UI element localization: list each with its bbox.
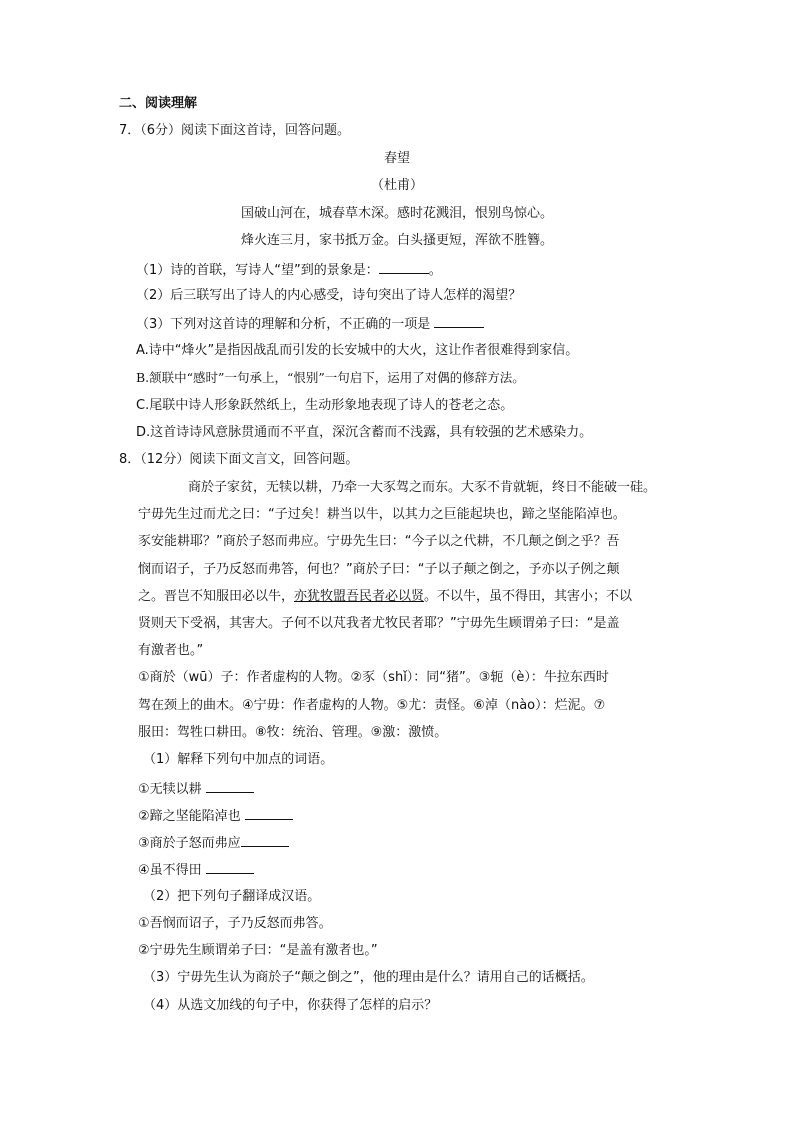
q8-stem: 8．（12分）阅读下面文言文，回答问题。 (119, 452, 359, 467)
q7-sub2: （2）后三联写出了诗人的内心感受，诗句突出了诗人怎样的渴望？ (136, 288, 522, 303)
q8-sub2-b: ②宁毋先生顾谓弟子曰：“是盖有激者也。” (138, 943, 378, 958)
answer-blank[interactable] (206, 859, 254, 874)
q7-sub3 (136, 313, 484, 333)
poem-line-2: 烽火连三月，家书抵万金。白头搔更短，浑欲不胜簪。 (240, 233, 553, 248)
q7-stem: 7．（6分）阅读下面这首诗，回答问题。 (119, 123, 351, 138)
q7-sub3-text: （3）下列对这首诗的理解和分析，不正确的一项是 (136, 317, 435, 332)
note-line-3: 服田：驾牲口耕田。⑧牧：统治、管理。⑨激：激愤。 (138, 725, 448, 740)
q8-sub1-b-text: ②蹄之坚能陷淖也 (138, 809, 245, 824)
answer-blank[interactable] (245, 805, 293, 820)
underlined-sentence: 亦犹牧盟吾民者必以贤 (294, 589, 425, 604)
answer-blank[interactable] (241, 832, 289, 847)
passage-line-5-b: 。不以牛，虽不得田，其害小；不以 (424, 589, 633, 604)
passage-line-1: 商於子家贫，无犊以耕，乃牵一大豕驾之而东。大豕不肯就轭，终日不能破一硅。 (188, 480, 657, 495)
passage-line-7: 有激者也。” (138, 643, 204, 658)
q8-sub2: （2）把下列句子翻译成汉语。 (143, 889, 321, 904)
poem-title: 春望 (383, 151, 410, 166)
passage-line-3: 豕安能耕耶？”商於子怒而弗应。宁毋先生曰：“今子以之代耕，不几颠之倒之乎？吾 (138, 534, 620, 549)
q7-sub1-text: （1）诗的首联，写诗人“望”到的景象是： (136, 263, 379, 278)
q8-sub4: （4）从选文加线的句子中，你获得了怎样的启示？ (143, 998, 438, 1013)
passage-line-6: 贤则天下受祸，其害大。子何不以芃我者尤牧民者耶？”宁毋先生顾谓弟子曰：“是盖 (138, 616, 620, 631)
q8-sub1: （1）解释下列句中加点的词语。 (143, 752, 334, 767)
q8-sub1-d-text: ④虽不得田 (138, 863, 206, 878)
section-title: 二、阅读理解 (119, 96, 198, 111)
passage-line-4: 悯而诏子，子乃反怒而弗答，何也？”商於子曰：“子以子颠之倒之，予亦以子例之颠 (138, 562, 620, 577)
answer-blank[interactable] (434, 313, 484, 328)
note-line-1: ①商於（wū）子：作者虚构的人物。②豕（shǐ）：同“猪”。③轭（è）：牛拉东西时 (138, 670, 609, 685)
q7-option-b: B.颔联中“感时”一句承上，“恨别”一句启下，运用了对偶的修辞方法。 (136, 370, 525, 385)
q8-sub1-a-text: ①无犊以耕 (138, 782, 206, 797)
q7-sub1 (136, 259, 442, 279)
poem-author: （杜甫） (370, 178, 423, 193)
note-line-2: 驾在颈上的曲木。④宁毋：作者虚构的人物。⑤尤：责怪。⑥淖（nào）：烂泥。⑦ (138, 698, 606, 713)
poem-line-1: 国破山河在，城春草木深。感时花溅泪，恨别鸟惊心。 (240, 206, 553, 221)
q8-sub1-d (138, 859, 254, 879)
answer-blank[interactable] (206, 778, 254, 793)
q7-sub1-end: 。 (428, 263, 442, 278)
q8-sub1-b (138, 805, 293, 825)
answer-blank[interactable] (379, 259, 429, 274)
q8-sub1-c (138, 832, 289, 852)
q7-option-a: A.诗中“烽火”是指因战乱而引发的长安城中的大火，这让作者很难得到家信。 (136, 343, 579, 358)
q7-option-c: C.尾联中诗人形象跃然纸上，生动形象地表现了诗人的苍老之态。 (136, 398, 514, 413)
passage-line-5 (138, 587, 632, 607)
q8-sub3: （3）宁毋先生认为商於子“颠之倒之”，他的理由是什么？请用自己的话概括。 (143, 970, 594, 985)
passage-line-5-a: 之。晋岂不知服田必以牛， (138, 589, 295, 604)
q8-sub2-a: ①吾悯而诏子，子乃反怒而弗答。 (138, 916, 332, 931)
q8-sub1-a (138, 778, 254, 798)
passage-line-2: 宁毋先生过而尤之曰：“子过矣！耕当以牛，以其力之巨能起块也，蹄之坚能陷淖也。 (138, 507, 626, 522)
q7-option-d: D.这首诗诗风意脉贯通而不平直，深沉含蓄而不浅露，具有较强的艺术感染力。 (136, 425, 593, 440)
q8-sub1-c-text: ③商於子怒而弗应 (138, 836, 241, 851)
